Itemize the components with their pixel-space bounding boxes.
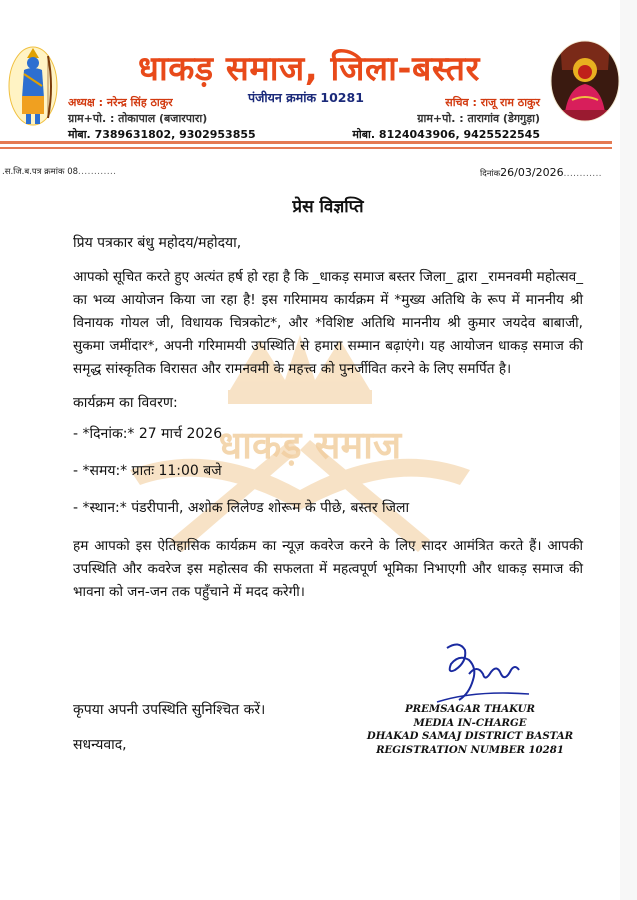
watermark-text: धाकड़ समाज: [218, 423, 402, 467]
detail-time: [73, 461, 583, 480]
invitation-paragraph: हम आपको इस ऐतिहासिक कार्यक्रम का न्यूज़ कवरेज करने के लिए सादर आमंत्रित करते हैं। आपकी उपस्थिति और कवरेज इस महोत्सव की सफलता में महत्वपूर्ण भूमिका निभाएगी और धाकड़ समाज की भावना को जन-जन तक पहुँचाने में मदद करेगी।: [73, 538, 583, 600]
president-phone: मोबा. 7389631802, 9302953855: [68, 128, 256, 141]
detail-time-label: - *समय:*: [73, 463, 128, 479]
president-address: ग्राम+पो. : तोकापाल (बजारपारा): [68, 112, 208, 125]
reference-label: .स.जि.ब.पत्र क्रमांक: [2, 167, 65, 177]
signatory-registration: REGISTRATION NUMBER 10281: [376, 743, 564, 756]
date-label: दिनांक: [480, 169, 501, 179]
registration-number: पंजीयन क्रमांक 10281: [248, 90, 364, 105]
detail-venue: [73, 498, 583, 517]
program-details-title: कार्यक्रम का विवरण:: [73, 395, 178, 411]
reference-dots: ............: [78, 167, 117, 177]
letter-body: [73, 186, 583, 604]
detail-date: [73, 424, 583, 443]
reference-number: [2, 166, 116, 177]
header-rule-thin: [0, 147, 612, 149]
handwritten-signature: [425, 640, 535, 708]
goddess-logo: [550, 40, 620, 122]
organization-title: धाकड़ समाज, जिला-बस्तर: [138, 49, 480, 89]
secretary-phone: मोबा. 8124043906, 9425522545: [352, 128, 540, 141]
closing-request: कृपया अपनी उपस्थिति सुनिश्चित करें।: [73, 702, 266, 718]
date-value: 26/03/2026: [500, 166, 564, 179]
thanks-line: सधन्यवाद,: [73, 737, 127, 753]
secretary-address: ग्राम+पो. : तारागांव (डेगगुड़ा): [417, 112, 540, 125]
signatory-organization: DHAKAD SAMAJ DISTRICT BASTAR: [366, 730, 574, 743]
signatory-designation: MEDIA IN-CHARGE: [413, 716, 527, 729]
press-release-heading: प्रेस विज्ञप्ति: [292, 197, 364, 217]
signatory-name: PREMSAGAR THAKUR: [405, 703, 535, 715]
signatory-block: [350, 703, 590, 757]
secretary-name: सचिव : राजू राम ठाकुर: [445, 96, 540, 109]
president-name: अध्यक्ष : नरेन्द्र सिंह ठाकुर: [68, 96, 173, 109]
detail-venue-label: - *स्थान:*: [73, 500, 127, 516]
header-rule-thick: [0, 141, 612, 144]
date-dots: ............: [563, 169, 603, 179]
salutation: प्रिय पत्रकार बंधु महोदय/महोदया,: [73, 235, 242, 251]
lord-ram-logo: [8, 46, 58, 128]
letter-date: [480, 166, 602, 179]
detail-date-label: - *दिनांक:*: [73, 426, 135, 442]
announcement-paragraph: आपको सूचित करते हुए अत्यंत हर्ष हो रहा है कि _धाकड़ समाज बस्तर जिला_ द्वारा _रामनवमी महोत्सव_ का भव्य आयोजन किया जा रहा है! इस गरिमामय कार्यक्रम में *मुख्य अतिथि के रूप में माननीय श्री विनायक गोयल जी, विधायक चित्रकोट*, और *विशिष्ट अतिथि माननीय श्री कुमार जयदेव बाबाजी, सुकमा जमींदार*, अपनी गरिमामयी उपस्थिति से हमारा सम्मान बढ़ाएंगे। यह आयोजन धाकड़ समाज की समृद्ध सांस्कृतिक विरासत और रामनवमी के महत्त्व को पुनर्जीवित करने के लिए समर्पित है।: [73, 269, 583, 377]
reference-value: 08: [67, 167, 79, 177]
president-block: [68, 95, 256, 143]
detail-time-value: प्रातः 11:00 बजे: [131, 463, 222, 479]
detail-date-value: 27 मार्च 2026: [138, 426, 223, 442]
secretary-block: [352, 95, 540, 143]
detail-venue-value: पंडरीपानी, अशोक लिलेण्ड शोरूम के पीछे, बस्तर जिला: [131, 500, 410, 516]
